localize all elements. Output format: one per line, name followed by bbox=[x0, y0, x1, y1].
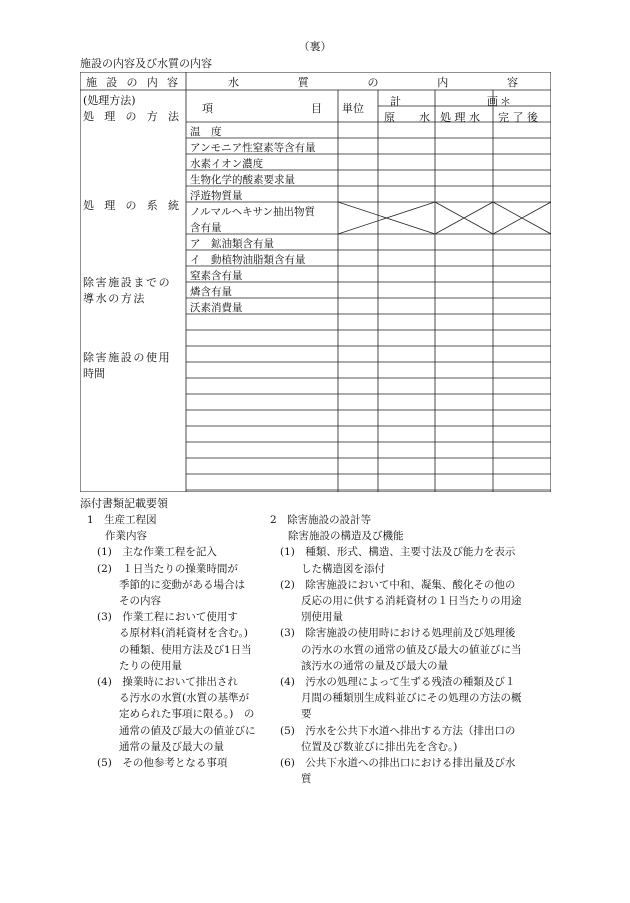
right-line: (4) 汚水の処理によって生ずる残渣の種類及び１ bbox=[280, 676, 516, 689]
usage-label-line2: 時間 bbox=[83, 367, 105, 380]
star-mark: ＊ bbox=[500, 95, 511, 108]
right-line: 位置及び数並びに排出先を含む。) bbox=[301, 740, 458, 753]
right-line: (3) 除害施設の使用時における処理前及び処理後 bbox=[280, 627, 516, 640]
left-subtitle: 作業内容 bbox=[105, 530, 147, 543]
item-animal-vegetable-oil: イ 動植物油脂類含有量 bbox=[190, 254, 306, 266]
page-title: （裏） bbox=[298, 40, 332, 53]
after-completion-header: 完 了 後 bbox=[498, 111, 538, 124]
right-line: (6) 公共下水道への排出口における排出量及び水 bbox=[280, 757, 516, 770]
right-line: 月間の種類別生成料並びにその処理の方法の概 bbox=[301, 692, 522, 705]
method-label: 処 理 の 方 法 bbox=[83, 110, 179, 123]
right-line: 該汚水の通常の量及び最大の量 bbox=[301, 659, 448, 672]
left-line: (5) その他参考となる事項 bbox=[97, 757, 228, 770]
unit-header: 単位 bbox=[342, 102, 364, 115]
item-n-hexane-line2: 含有量 bbox=[190, 222, 222, 234]
right-line: (2) 除害施設において中和、凝集、酸化その他の bbox=[280, 578, 516, 591]
attachment-left-column bbox=[87, 512, 256, 771]
left-line: る原材料(消耗資材を含む。) bbox=[119, 627, 248, 640]
item-suspended-solids: 浮遊物質量 bbox=[190, 190, 243, 202]
right-line: 反応の用に供する消耗資材の１日当たりの用途 bbox=[301, 595, 522, 608]
left-line: 通常の値及び最大の値並びに bbox=[119, 724, 256, 737]
left-line: (4) 操業時において排出され bbox=[97, 676, 238, 689]
conduct-label-line2: 導水の方法 bbox=[83, 292, 146, 305]
right-line: の汚水の水質の通常の値及び最大の値並びに当 bbox=[301, 643, 522, 656]
left-line: の種類、使用方法及び1日当 bbox=[119, 643, 252, 656]
left-line: (3) 作業工程において使用す bbox=[97, 611, 238, 624]
left-line: (2) １日当たりの操業時間が bbox=[97, 562, 238, 575]
left-title: 1 生産工程図 bbox=[87, 514, 157, 526]
section-title: 施設の内容及び水質の内容 bbox=[80, 57, 212, 70]
right-line: (1) 種類、形式、構造、主要寸法及び能力を表示 bbox=[280, 546, 516, 559]
right-subtitle: 除害施設の構造及び機能 bbox=[288, 530, 404, 543]
attachment-heading: 添付書類記載要領 bbox=[80, 497, 168, 510]
treated-water-header: 処 理 水 bbox=[440, 111, 480, 124]
header-water-quality-content: 水 質 の 内 容 bbox=[228, 76, 518, 89]
raw-water-header: 原 水 bbox=[384, 111, 430, 124]
left-line: 季節的に変動がある場合は bbox=[119, 578, 245, 591]
item-nitrogen: 窒素含有量 bbox=[190, 270, 243, 282]
plan-header: 計 画 bbox=[390, 95, 498, 108]
right-line: 要 bbox=[301, 708, 312, 721]
left-line: 通常の量及び最大の量 bbox=[119, 740, 224, 753]
system-label: 処 理 の 系 統 bbox=[83, 199, 179, 212]
left-line: 定められた事項に限る。) の bbox=[119, 708, 255, 721]
right-line: 質 bbox=[301, 773, 312, 786]
usage-label-line1: 除害施設の使用 bbox=[83, 351, 172, 364]
item-bod: 生物化学的酸素要求量 bbox=[190, 174, 295, 186]
right-line: 別使用量 bbox=[301, 611, 343, 624]
item-phosphorus: 燐含有量 bbox=[190, 286, 232, 298]
item-ammonia-nitrogen: アンモニア性窒素等含有量 bbox=[190, 142, 316, 154]
item-mineral-oil: ア 鉱油類含有量 bbox=[190, 238, 274, 250]
right-line: (5) 汚水を公共下水道へ排出する方法（排出口の bbox=[280, 724, 516, 737]
method-paren-label: (処理方法) bbox=[83, 94, 136, 107]
left-line: その内容 bbox=[119, 595, 161, 608]
left-line: る汚水の水質(水質の基準が bbox=[119, 692, 250, 705]
item-iodine-consumption: 沃素消費量 bbox=[190, 302, 243, 314]
item-header: 項 目 bbox=[202, 102, 322, 115]
left-line: たりの使用量 bbox=[119, 659, 182, 672]
item-n-hexane-line1: ノルマルヘキサン抽出物質 bbox=[190, 206, 316, 218]
facility-water-quality-table bbox=[80, 72, 551, 492]
left-line: (1) 主な作業工程を記入 bbox=[97, 546, 217, 559]
right-line: した構造図を添付 bbox=[301, 562, 385, 575]
conduct-label-line1: 除害施設までの bbox=[83, 276, 172, 289]
right-title: 2 除害施設の設計等 bbox=[270, 514, 372, 526]
header-facility-content: 施 設 の 内 容 bbox=[86, 76, 178, 89]
attachment-right-column bbox=[270, 512, 522, 787]
item-temperature: 温 度 bbox=[190, 126, 222, 138]
item-ph: 水素イオン濃度 bbox=[190, 158, 264, 170]
